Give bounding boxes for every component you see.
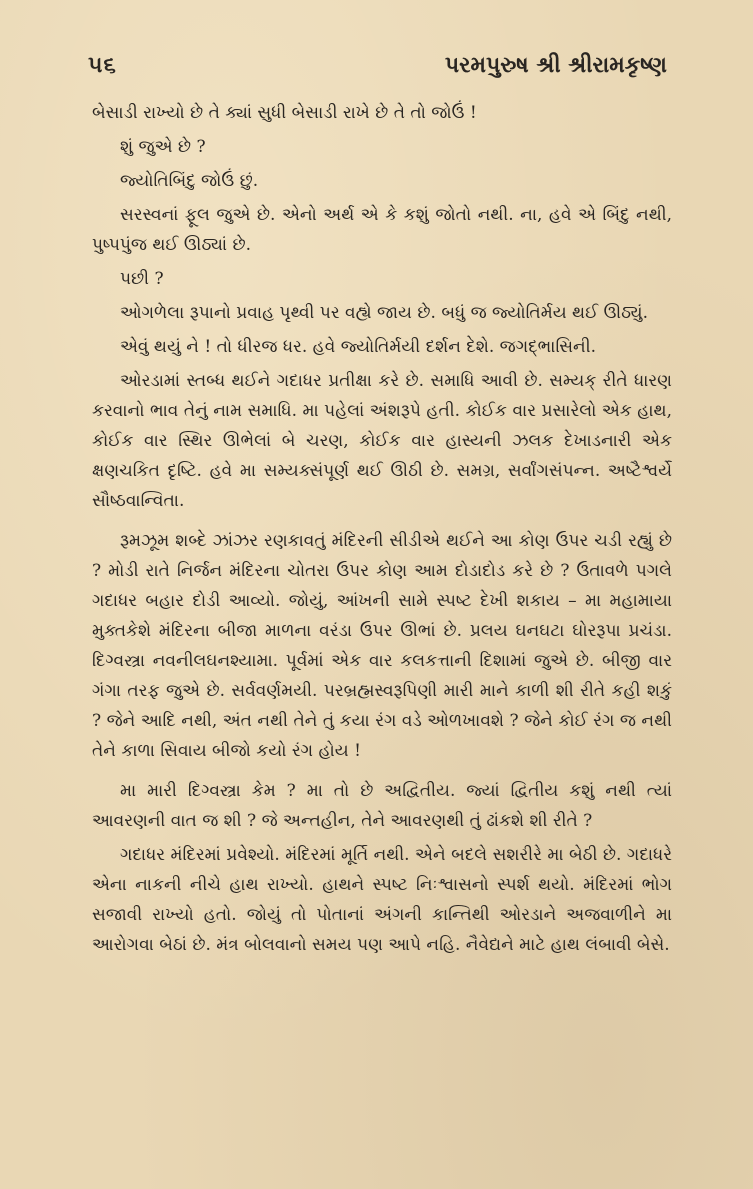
body-text bbox=[92, 98, 672, 964]
paragraph: ઓરડામાં સ્તબ્ધ થઈને ગદાધર પ્રતીક્ષા કરે છે. સમાધિ આવી છે. સમ્યક્ રીતે ધારણ કરવાનો ભાવ તેનું નામ સમાધિ. મા પહેલાં અંશરૂપે હતી. કોઈક વાર પ્રસારેલો એક હાથ, કોઈક વાર સ્થિર ઊભેલાં બે ચરણ, કોઈક વાર હાસ્યની ઝલક દેખાડનારી એક ક્ષણચકિત દૃષ્ટિ. હવે મા સમ્યક્સંપૂર્ણ થઈ ઊઠી છે. સમગ્ર, સર્વાંગસંપન્ન. અષ્ટૈશ્વર્યે સૌષ્ઠવાન્વિતા. bbox=[92, 371, 672, 511]
page-number: ૫૬ bbox=[88, 52, 117, 78]
paragraph: એવું થયું ને ! તો ધીરજ ધર. હવે જ્યોતિર્મયી દર્શન દેશે. જગદ્ભાસિની. bbox=[120, 337, 596, 357]
paragraph: ગદાધર મંદિરમાં પ્રવેશ્યો. મંદિરમાં મૂર્તિ નથી. એને બદલે સશરીરે મા બેઠી છે. ગદાધરે એના નાકની નીચે હાથ રાખ્યો. હાથને સ્પષ્ટ નિઃશ્વાસનો સ્પર્શ થયો. મંદિરમાં ભોગ સજાવી રાખ્યો હતો. જોયું તો પોતાનાં અંગની કાન્તિથી ઓરડાને અજવાળીને મા આરોગવા બેઠાં છે. મંત્ર બોલવાનો સમય પણ આપે નહિ. નૈવેદ્યને માટે હાથ લંબાવી બેસે. bbox=[92, 845, 672, 955]
paragraph: રૂમઝૂમ શબ્દે ઝાંઝર રણકાવતું મંદિરની સીડીએ થઈને આ કોણ ઉપર ચડી રહ્યું છે ? મોડી રાતે નિર્જન મંદિરના ચોતરા ઉપર કોણ આમ દોડાદોડ કરે છે ? ઉતાવળે પગલે ગદાધર બહાર દોડી આવ્યો. જોયું, આંખની સામે સ્પષ્ટ દેખી શકાય – મા મહામાયા મુક્તકેશે મંદિરના બીજા માળના વરંડા ઉપર ઊભાં છે. પ્રલય ઘનઘટા ઘોરરૂપા પ્રચંડા. દિગ્વસ્ત્રા નવનીલઘનશ્યામા. પૂર્વમાં એક વાર કલકત્તાની દિશામાં જુએ છે. બીજી વાર ગંગા તરફ જુએ છે. સર્વવર્ણમયી. પરબ્રહ્મસ્વરૂપિણી મારી માને કાળી શી રીતે કહી શકું ? જેને આદિ નથી, અંત નથી તેને તું કયા રંગ વડે ઓળખાવશે ? જેને કોઈ રંગ જ નથી તેને કાળા સિવાય બીજો કયો રંગ હોય ! bbox=[92, 531, 672, 761]
paragraph: બેસાડી રાખ્યો છે તે ક્યાં સુધી બેસાડી રાખે છે તે તો જોઉં ! bbox=[92, 103, 477, 123]
paragraph: ઓગળેલા રૂપાનો પ્રવાહ પૃથ્વી પર વહ્યે જાય છે. બધું જ જ્યોતિર્મય થઈ ઊઠ્યું. bbox=[120, 303, 648, 323]
paragraph: શું જુએ છે ? bbox=[120, 137, 206, 157]
paragraph: પછી ? bbox=[120, 269, 164, 289]
paragraph: મા મારી દિગ્વસ્ત્રા કેમ ? મા તો છે અદ્વિતીય. જ્યાં દ્વિતીય કશું નથી ત્યાં આવરણની વાત જ શી ? જે અન્તહીન, તેને આવરણથી તું ઢાંકશે શી રીતે ? bbox=[92, 781, 672, 831]
paragraph: સરસ્વનાં ફૂલ જુએ છે. એનો અર્થ એ કે કશું જોતો નથી. ના, હવે એ બિંદુ નથી, પુષ્પપુંજ થઈ ઊઠ્યાં છે. bbox=[92, 205, 672, 255]
paragraph: જ્યોતિબિંદુ જોઉં છું. bbox=[120, 171, 259, 191]
running-title: પરમપુરુષ શ્રી શ્રીરામકૃષ્ણ bbox=[444, 52, 667, 78]
